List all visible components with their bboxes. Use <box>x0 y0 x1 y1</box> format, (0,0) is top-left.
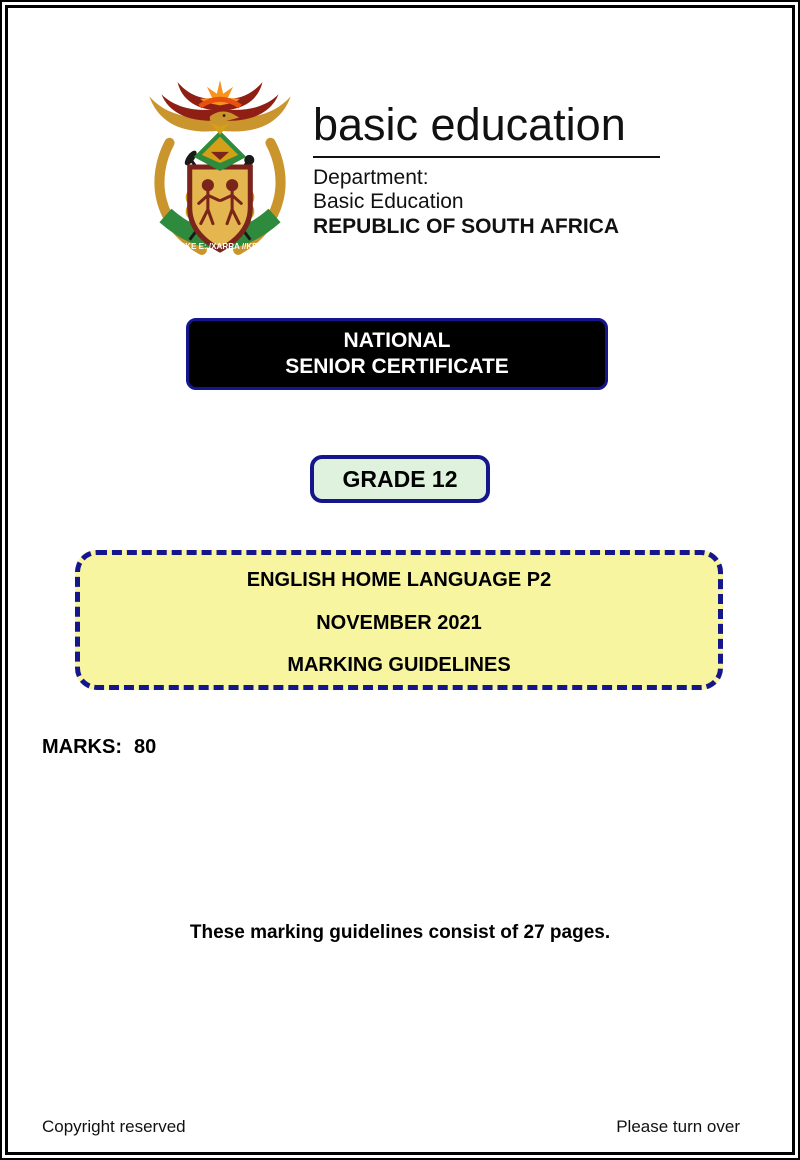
marks-label: MARKS: <box>42 736 122 758</box>
exam-title-box <box>75 550 723 690</box>
footer <box>42 1117 740 1137</box>
wordmark: basic education <box>313 99 626 150</box>
department-name: Basic Education <box>313 190 464 213</box>
exam-document-type: MARKING GUIDELINES <box>287 654 511 676</box>
national-senior-certificate-banner <box>186 318 608 390</box>
sun-icon <box>200 80 240 106</box>
country-name: REPUBLIC OF SOUTH AFRICA <box>313 215 620 238</box>
wordmark-underline <box>313 156 660 158</box>
grade-label: GRADE 12 <box>342 465 458 492</box>
motto-text: !KE E: /XARRA //KE <box>182 241 258 251</box>
exam-subject: ENGLISH HOME LANGUAGE P2 <box>246 569 552 591</box>
pages-note: These marking guidelines consist of 27 pages. <box>189 922 611 943</box>
marks-value: 80 <box>134 736 157 758</box>
grade-badge <box>310 455 490 503</box>
copyright-note: Copyright reserved <box>42 1117 186 1136</box>
department-wordmark-block <box>313 100 673 239</box>
exam-session: NOVEMBER 2021 <box>316 611 482 634</box>
department-label: Department: <box>313 166 429 189</box>
nsc-line2: SENIOR CERTIFICATE <box>285 355 509 378</box>
coat-of-arms-logo <box>138 64 302 266</box>
marks-line <box>42 736 156 759</box>
turn-over-note: Please turn over <box>616 1117 740 1136</box>
nsc-line1: NATIONAL <box>343 329 451 352</box>
